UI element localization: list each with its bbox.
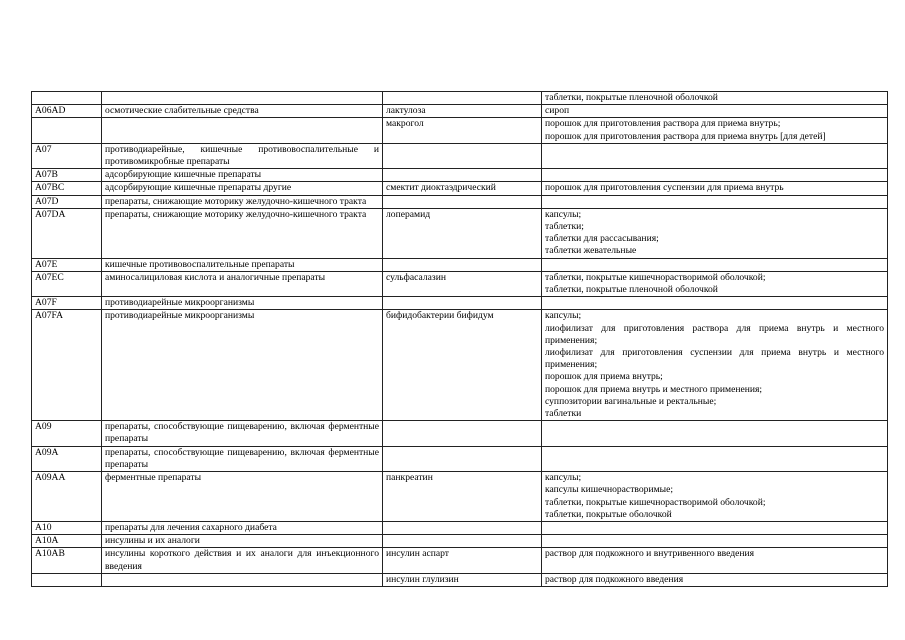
drug-name-cell [383,195,542,208]
drug-name-cell [383,143,542,168]
dosage-form-cell [542,421,888,446]
dosage-form-line: раствор для подкожного и внутривенного введения [545,548,755,560]
dosage-form-line: капсулы; [545,472,582,484]
drug-name-cell [383,92,542,105]
drug-classification-table [31,91,888,587]
anatomical-therapeutic-group-cell: кишечные противовоспалительные препараты [102,258,383,271]
atc-code-cell [32,92,102,105]
table-row [32,182,888,195]
anatomical-therapeutic-group-cell: ферментные препараты [102,472,383,522]
drug-name-cell: лоперамид [383,208,542,258]
atc-code-cell: A09 [32,421,102,446]
anatomical-therapeutic-group-cell: осмотические слабительные средства [102,105,383,118]
dosage-form-line: таблетки для рассасывания; [545,233,659,245]
table-row [32,195,888,208]
anatomical-therapeutic-group-cell: препараты, снижающие моторику желудочно-кишечного тракта [102,195,383,208]
dosage-form-cell [542,118,888,143]
anatomical-therapeutic-group-cell: инсулины и их аналоги [102,535,383,548]
dosage-form-line: капсулы кишечнорастворимые; [545,484,674,496]
anatomical-therapeutic-group-cell: адсорбирующие кишечные препараты [102,169,383,182]
dosage-form-line: капсулы; [545,310,582,322]
drug-name-cell: инсулин аспарт [383,548,542,573]
table-row [32,521,888,534]
table-row [32,258,888,271]
dosage-form-cell [542,169,888,182]
drug-name-cell: сульфасалазин [383,271,542,296]
dosage-form-line: порошок для приема внутрь; [545,371,663,383]
dosage-form-line: лиофилизат для приготовления раствора для приема внутрь и местного применения; [545,322,884,346]
table-row [32,573,888,586]
dosage-form-cell [542,143,888,168]
atc-code-cell: A07BC [32,182,102,195]
table-row [32,548,888,573]
drug-name-cell: макрогол [383,118,542,143]
atc-code-cell: A10 [32,521,102,534]
dosage-form-cell [542,258,888,271]
dosage-form-cell [542,535,888,548]
anatomical-therapeutic-group-cell: адсорбирующие кишечные препараты другие [102,182,383,195]
table-body [32,92,888,587]
drug-name-cell: панкреатин [383,472,542,522]
dosage-form-line: таблетки, покрытые кишечнорастворимой оболочкой; [545,271,766,283]
dosage-form-cell [542,573,888,586]
atc-code-cell: A06AD [32,105,102,118]
table-row [32,297,888,310]
drug-name-cell: инсулин глулизин [383,573,542,586]
dosage-form-line: суппозитории вагинальные и ректальные; [545,395,717,407]
table-row [32,208,888,258]
anatomical-therapeutic-group-cell: противодиарейные микроорганизмы [102,297,383,310]
anatomical-therapeutic-group-cell [102,573,383,586]
atc-code-cell: A07B [32,169,102,182]
table-row [32,118,888,143]
table-row [32,271,888,296]
dosage-form-cell [542,548,888,573]
drug-name-cell [383,421,542,446]
drug-name-cell [383,258,542,271]
drug-name-cell: бифидобактерии бифидум [383,310,542,421]
atc-code-cell: A10A [32,535,102,548]
table-row [32,446,888,471]
table-row [32,535,888,548]
drug-name-cell: лактулоза [383,105,542,118]
dosage-form-line: таблетки; [545,221,584,233]
dosage-form-line: порошок для приема внутрь и местного применения; [545,383,763,395]
anatomical-therapeutic-group-cell: противодиарейные микроорганизмы [102,310,383,421]
drug-name-cell [383,521,542,534]
anatomical-therapeutic-group-cell: противодиарейные, кишечные противовоспалительные и противомикробные препараты [102,143,383,168]
dosage-form-cell [542,310,888,421]
dosage-form-line: таблетки, покрытые оболочкой [545,508,672,520]
dosage-form-line: таблетки, покрытые кишечнорастворимой оболочкой; [545,496,766,508]
drug-name-cell [383,446,542,471]
table-row [32,472,888,522]
atc-code-cell [32,573,102,586]
atc-code-cell: A09A [32,446,102,471]
dosage-form-line: таблетки, покрытые пленочной оболочкой [545,92,718,103]
dosage-form-line: лиофилизат для приготовления суспензии для приема внутрь и местного применения; [545,347,884,371]
anatomical-therapeutic-group-cell: препараты, снижающие моторику желудочно-кишечного тракта [102,208,383,258]
dosage-form-line: раствор для подкожного введения [545,573,684,585]
dosage-form-cell [542,472,888,522]
drug-name-cell [383,535,542,548]
dosage-form-line: капсулы; [545,208,582,220]
atc-code-cell: A07DA [32,208,102,258]
anatomical-therapeutic-group-cell [102,118,383,143]
table-row [32,92,888,105]
dosage-form-line: порошок для приготовления раствора для приема внутрь; [545,118,781,130]
anatomical-therapeutic-group-cell: препараты, способствующие пищеварению, включая ферментные препараты [102,446,383,471]
anatomical-therapeutic-group-cell: препараты для лечения сахарного диабета [102,521,383,534]
anatomical-therapeutic-group-cell [102,92,383,105]
dosage-form-cell [542,446,888,471]
table-row [32,421,888,446]
dosage-form-cell [542,208,888,258]
dosage-form-line: порошок для приготовления суспензии для приема внутрь [545,182,784,194]
dosage-form-line: таблетки, покрытые пленочной оболочкой [545,284,718,296]
table-row [32,169,888,182]
atc-code-cell: A07D [32,195,102,208]
dosage-form-cell [542,521,888,534]
atc-code-cell: A09AA [32,472,102,522]
drug-name-cell: смектит диоктаэдрический [383,182,542,195]
dosage-form-line: таблетки [545,408,582,420]
table-row [32,105,888,118]
atc-code-cell: A07EC [32,271,102,296]
dosage-form-cell [542,195,888,208]
dosage-form-cell [542,182,888,195]
atc-code-cell: A07 [32,143,102,168]
anatomical-therapeutic-group-cell: аминосалициловая кислота и аналогичные препараты [102,271,383,296]
drug-name-cell [383,169,542,182]
anatomical-therapeutic-group-cell: препараты, способствующие пищеварению, включая ферментные препараты [102,421,383,446]
dosage-form-cell [542,297,888,310]
atc-code-cell: A10AB [32,548,102,573]
table-row [32,310,888,421]
atc-code-cell: A07FA [32,310,102,421]
dosage-form-line: сироп [545,105,570,117]
dosage-form-cell [542,92,888,105]
drug-name-cell [383,297,542,310]
dosage-form-cell [542,105,888,118]
dosage-form-line: таблетки жевательные [545,245,637,257]
atc-code-cell: A07F [32,297,102,310]
atc-code-cell: A07E [32,258,102,271]
atc-code-cell [32,118,102,143]
dosage-form-cell [542,271,888,296]
table-row [32,143,888,168]
anatomical-therapeutic-group-cell: инсулины короткого действия и их аналоги для инъекционного введения [102,548,383,573]
dosage-form-line: порошок для приготовления раствора для приема внутрь [для детей] [545,130,826,142]
